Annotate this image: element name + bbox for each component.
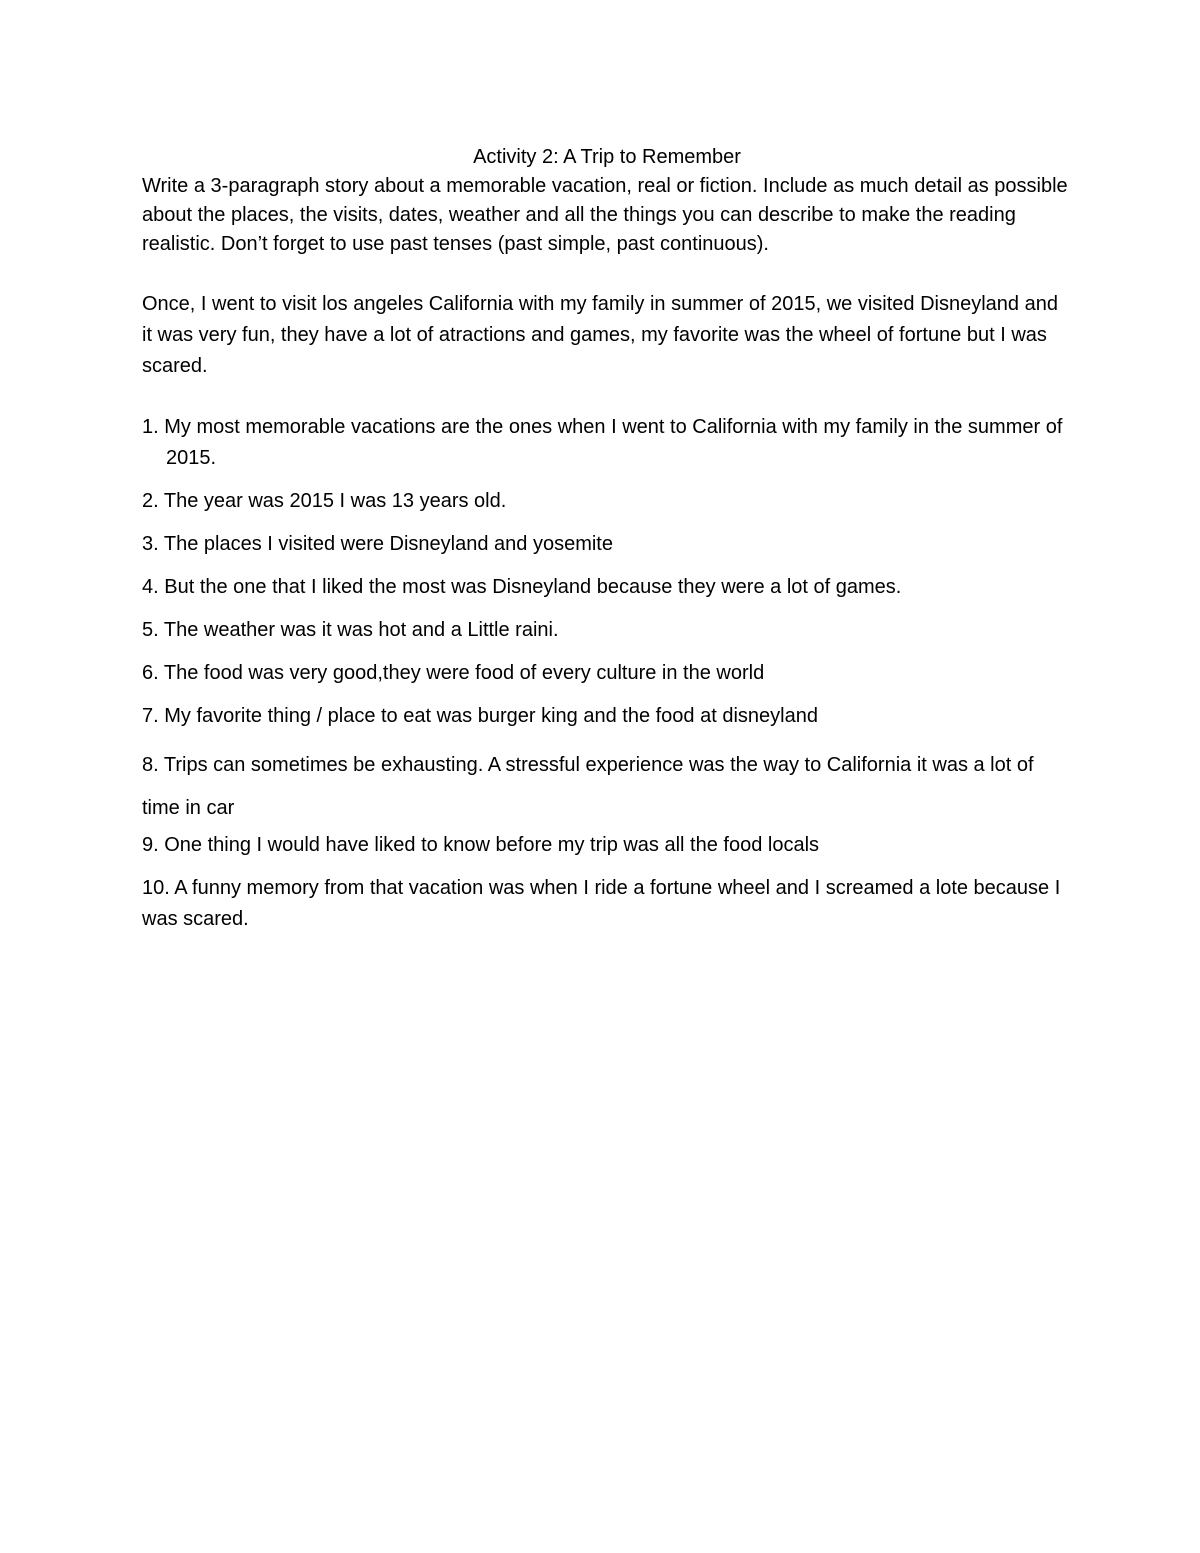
answer-item: 3. The places I visited were Disneyland and yosemite xyxy=(142,533,613,555)
answer-item: 8. Trips can sometimes be exhausting. A stressful experience was the way to California it was a lot of time in car xyxy=(142,754,1034,819)
answer-item: 6. The food was very good,they were food of every culture in the world xyxy=(142,662,765,684)
document-content xyxy=(142,142,1072,947)
answer-item: 7. My favorite thing / place to eat was burger king and the food at disneyland xyxy=(142,705,818,727)
answer-item: 10. A funny memory from that vacation was when I ride a fortune wheel and I screamed a lote because I was scared. xyxy=(142,877,1061,930)
answer-item: 9. One thing I would have liked to know before my trip was all the food locals xyxy=(142,834,820,856)
answer-list xyxy=(142,412,1072,935)
activity-instructions: Write a 3-paragraph story about a memorable vacation, real or fiction. Include as much detail as possible about the places, the visits, dates, weather and all the things you can describe to make the reading realistic. Don’t forget to use past tenses (past simple, past continuous). xyxy=(142,175,1068,255)
answer-item: 4. But the one that I liked the most was Disneyland because they were a lot of games. xyxy=(142,576,902,598)
answer-item: 5. The weather was it was hot and a Little raini. xyxy=(142,619,559,641)
answer-item: 1. My most memorable vacations are the ones when I went to California with my family in the summer of 2015. xyxy=(142,416,1063,469)
answer-item: 2. The year was 2015 I was 13 years old. xyxy=(142,490,507,512)
document-title: Activity 2: A Trip to Remember xyxy=(473,146,741,168)
story-paragraph: Once, I went to visit los angeles California with my family in summer of 2015, we visited Disneyland and it was very fun, they have a lot of atractions and games, my favorite was the wheel of fortune but I was scared. xyxy=(142,293,1058,377)
